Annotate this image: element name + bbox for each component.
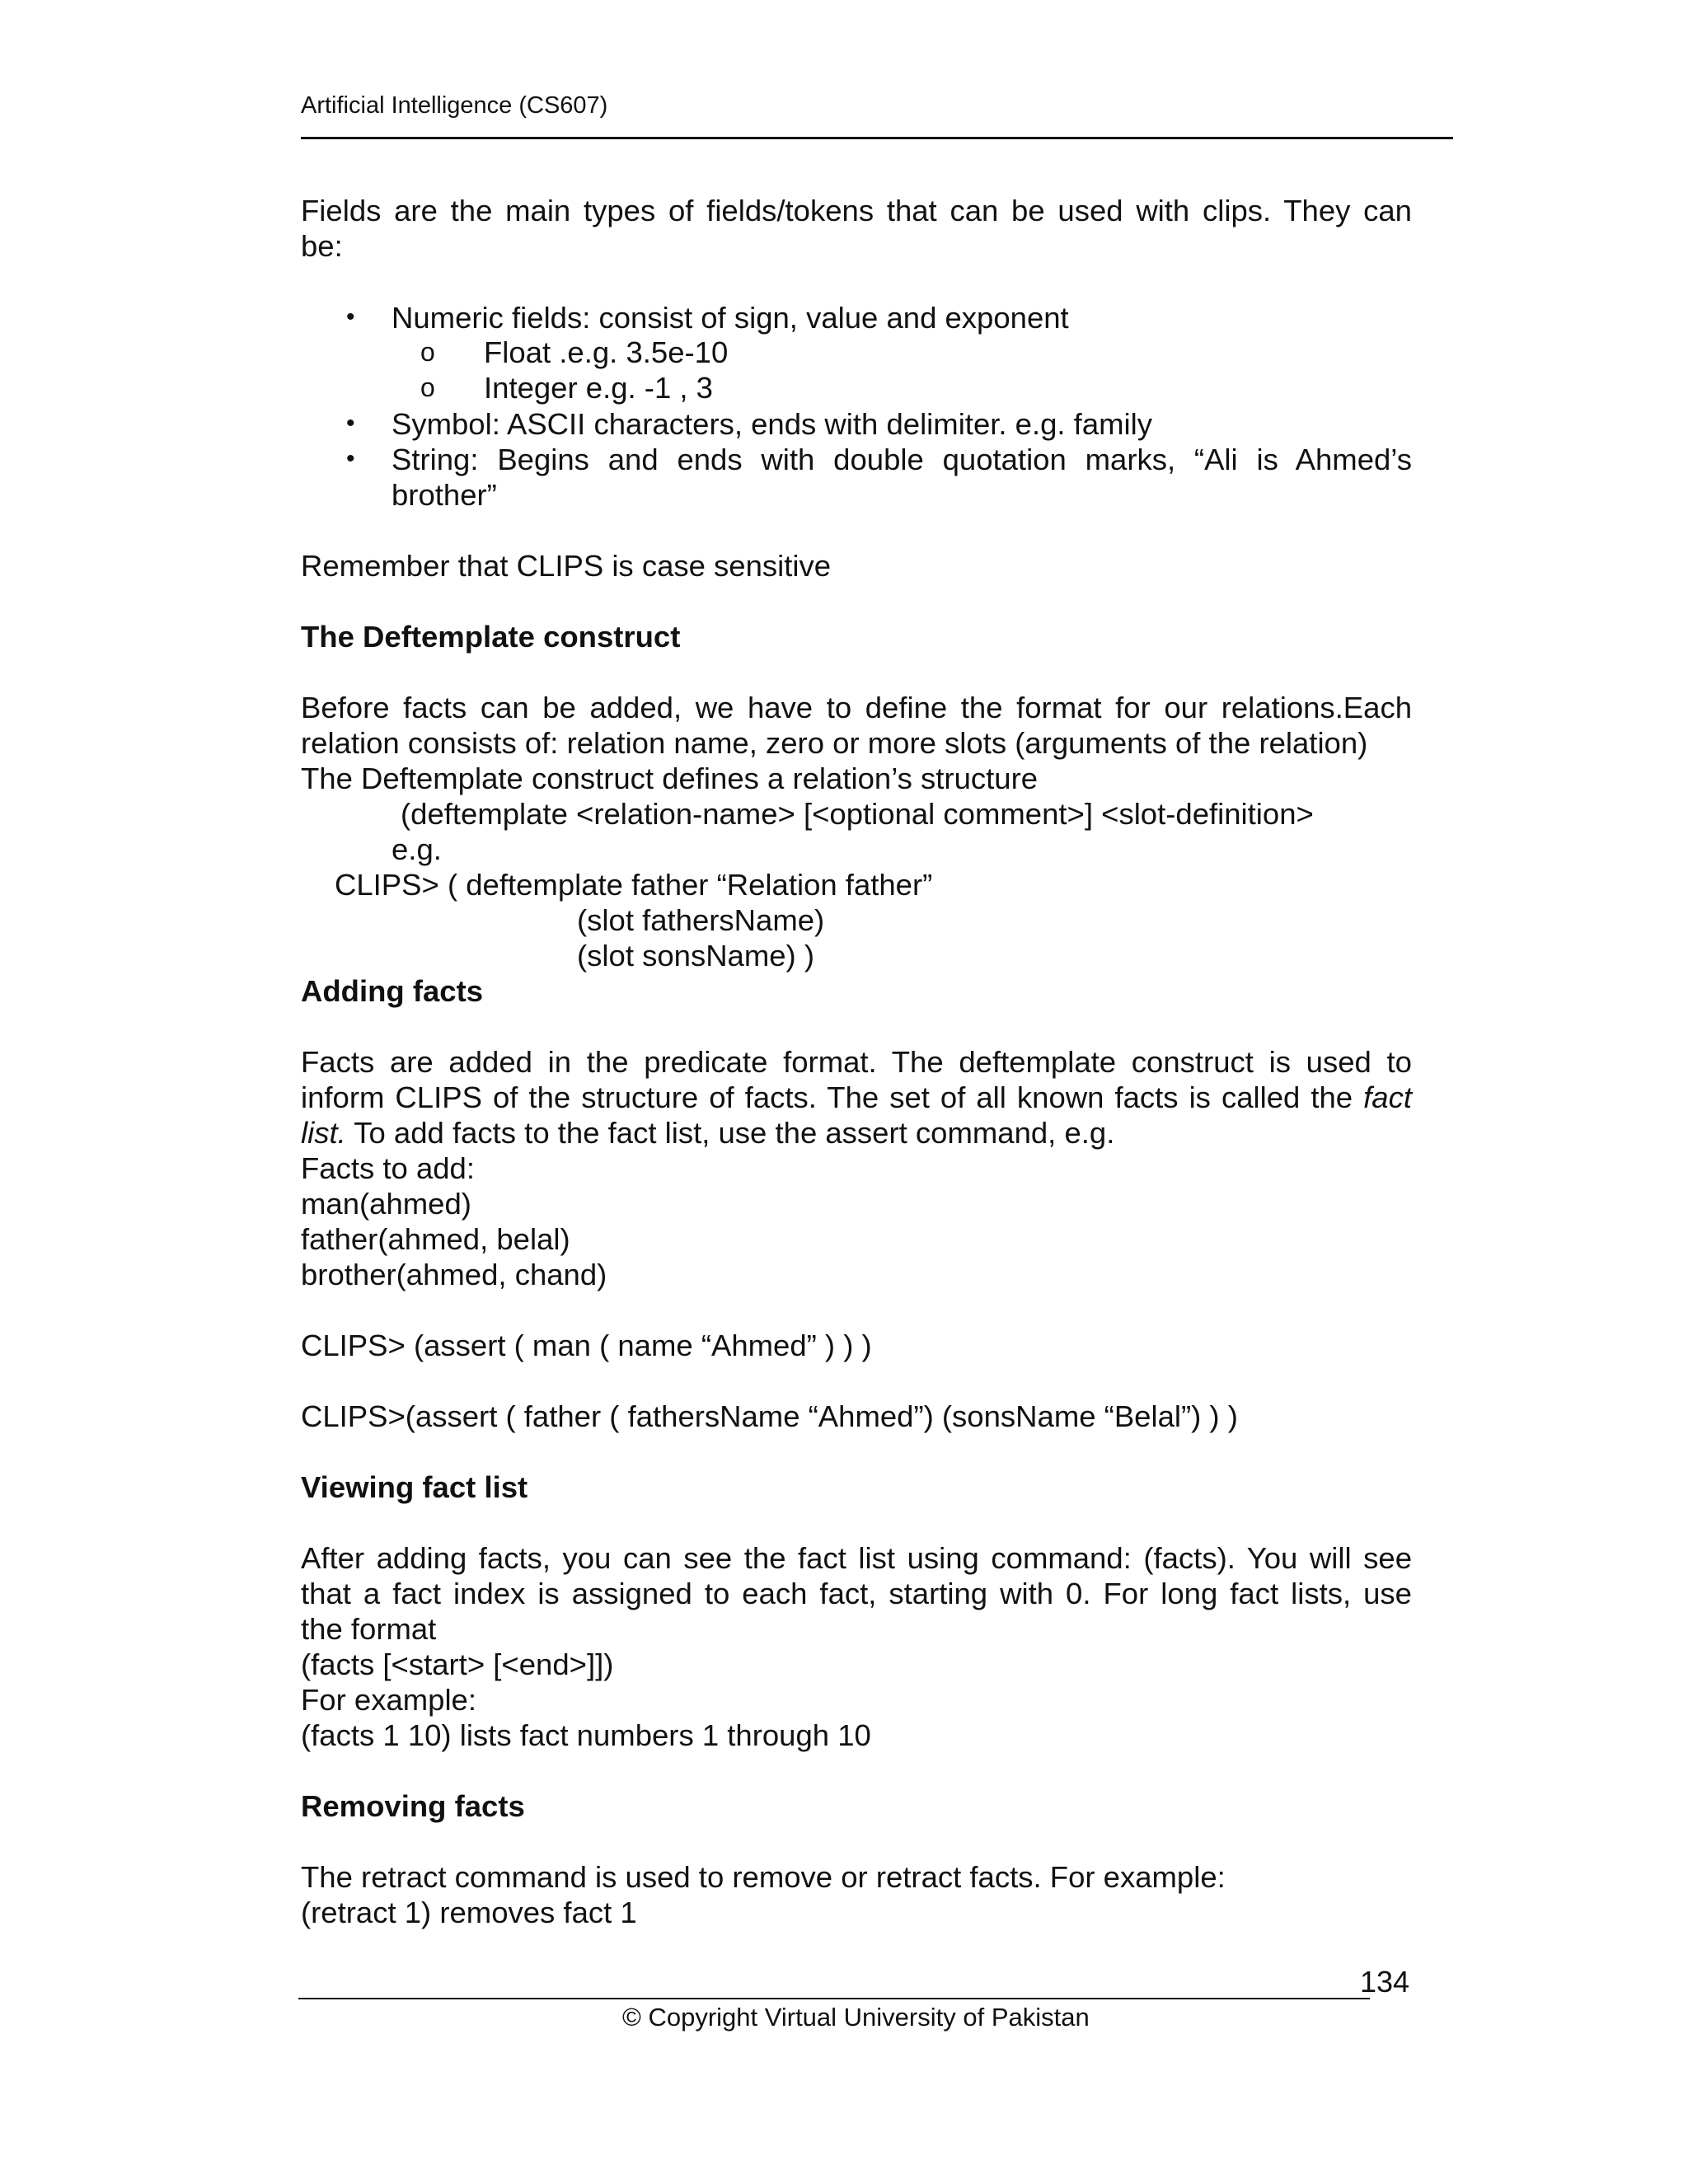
- bullet-string-line-1: String: Begins and ends with double quotation marks, “Ali is Ahmed’s: [392, 443, 1412, 476]
- deftemplate-code-line-3: (slot sonsName) ): [577, 939, 815, 972]
- assert-example-1: CLIPS> (assert ( man ( name “Ahmed” ) ) ): [301, 1329, 872, 1362]
- deftemplate-eg: e.g.: [392, 832, 442, 866]
- sub-bullet-integer: Integer e.g. -1 , 3: [484, 371, 713, 405]
- viewing-line-1: After adding facts, you can see the fact list using command: (facts). You will see: [301, 1541, 1412, 1575]
- page-number: 134: [1360, 1965, 1410, 1999]
- removing-line-2: (retract 1) removes fact 1: [301, 1896, 637, 1929]
- viewing-line-6: (facts 1 10) lists fact numbers 1 through 10: [301, 1718, 871, 1752]
- bullet-string-line-2: brother”: [392, 478, 497, 512]
- case-sensitive-note: Remember that CLIPS is case sensitive: [301, 549, 832, 583]
- bullet-marker: •: [346, 445, 355, 472]
- deftemplate-code-line-1: CLIPS> ( deftemplate father “Relation father”: [335, 868, 933, 902]
- facts-to-add-label: Facts to add:: [301, 1151, 475, 1185]
- adding-line-3: [301, 1115, 1114, 1151]
- bullet-symbol: Symbol: ASCII characters, ends with delimiter. e.g. family: [392, 407, 1152, 441]
- sub-bullet-marker: o: [420, 337, 435, 367]
- deftemplate-syntax: (deftemplate <relation-name> [<optional comment>] <slot-definition>: [401, 797, 1314, 831]
- viewing-line-4: (facts [<start> [<end>]]): [301, 1647, 614, 1681]
- removing-line-1: The retract command is used to remove or retract facts. For example:: [301, 1860, 1226, 1894]
- section-heading-removing-facts: Removing facts: [301, 1789, 525, 1823]
- header-divider: [301, 137, 1453, 139]
- adding-line-2: [301, 1080, 1412, 1115]
- intro-line-2: be:: [301, 229, 343, 263]
- adding-line-3-text: To add facts to the fact list, use the assert command, e.g.: [345, 1116, 1115, 1150]
- deftemplate-line-1: Before facts can be added, we have to define the format for our relations.Each: [301, 691, 1412, 724]
- copyright-notice: © Copyright Virtual University of Pakistan: [622, 2003, 1090, 2032]
- deftemplate-code-line-2: (slot fathersName): [577, 903, 825, 937]
- adding-line-2-italic: fact: [1363, 1080, 1412, 1114]
- section-heading-adding-facts: Adding facts: [301, 974, 484, 1008]
- adding-line-1: Facts are added in the predicate format. The deftemplate construct is used to: [301, 1045, 1412, 1079]
- section-heading-viewing-fact-list: Viewing fact list: [301, 1470, 528, 1504]
- deftemplate-line-3: The Deftemplate construct defines a relation’s structure: [301, 762, 1039, 795]
- section-heading-deftemplate: The Deftemplate construct: [301, 620, 681, 654]
- fact-example-1: man(ahmed): [301, 1187, 471, 1221]
- deftemplate-line-2: relation consists of: relation name, zero or more slots (arguments of the relation): [301, 726, 1368, 760]
- running-header: Artificial Intelligence (CS607): [301, 92, 608, 119]
- bullet-marker: •: [346, 303, 355, 330]
- viewing-line-2: that a fact index is assigned to each fact, starting with 0. For long fact lists, use: [301, 1577, 1412, 1610]
- viewing-line-5: For example:: [301, 1683, 476, 1717]
- adding-line-2-text: inform CLIPS of the structure of facts. The set of all known facts is called the: [301, 1080, 1353, 1114]
- assert-example-2: CLIPS>(assert ( father ( fathersName “Ahmed”) (sonsName “Belal”) ) ): [301, 1399, 1238, 1433]
- adding-line-3-italic: list.: [301, 1116, 346, 1150]
- viewing-line-3: the format: [301, 1612, 437, 1646]
- sub-bullet-float: Float .e.g. 3.5e-10: [484, 335, 729, 369]
- fact-example-3: brother(ahmed, chand): [301, 1258, 607, 1291]
- bullet-numeric-fields: Numeric fields: consist of sign, value and exponent: [392, 301, 1069, 335]
- sub-bullet-marker: o: [420, 373, 435, 402]
- footer-divider: [298, 1998, 1370, 1999]
- intro-line-1: Fields are the main types of fields/tokens that can be used with clips. They can: [301, 194, 1412, 227]
- bullet-marker: •: [346, 410, 355, 437]
- fact-example-2: father(ahmed, belal): [301, 1222, 570, 1256]
